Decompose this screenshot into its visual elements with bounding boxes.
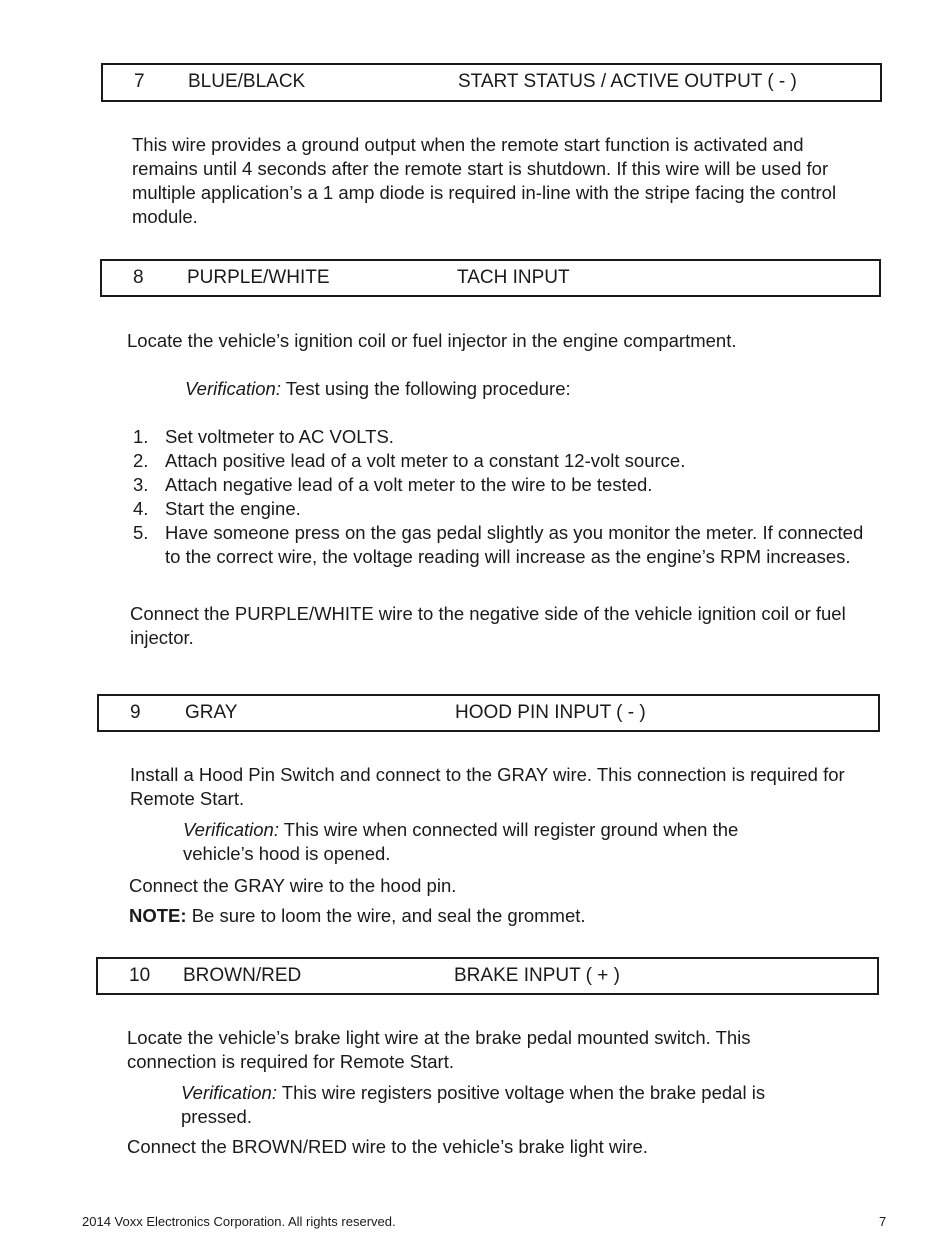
note-text: Be sure to loom the wire, and seal the grommet. [186,905,586,926]
section-8-connect: Connect the PURPLE/WHITE wire to the negative side of the vehicle ignition coil or fuel injector. [130,603,846,648]
wire-header-8 [100,259,881,297]
verification-text: This wire registers positive voltage when the brake pedal is pressed. [181,1082,766,1127]
step-number: 5. [133,522,149,543]
section-10-verification [181,1081,841,1129]
verification-text: Test using the following procedure: [280,378,571,399]
section-10-locate: Locate the vehicle’s brake light wire at the brake pedal mounted switch. This connection is required for Remote Start. [127,1027,751,1072]
wire-number: 10 [129,965,151,986]
verification-label: Verification: [181,1082,277,1103]
section-9-install: Install a Hood Pin Switch and connect to the GRAY wire. This connection is required for Remote Start. [130,764,845,809]
step-number: 3. [133,474,149,495]
list-item [133,473,873,497]
section-9-note [129,904,869,928]
verification-text: This wire when connected will register ground when the vehicle’s hood is opened. [183,819,739,864]
wire-function: START STATUS / ACTIVE OUTPUT ( - ) [458,71,797,92]
list-item [133,425,873,449]
wire-color: BLUE/BLACK [188,71,306,92]
wire-color: GRAY [185,702,238,723]
section-10-connect: Connect the BROWN/RED wire to the vehicle’s brake light wire. [127,1136,648,1157]
wire-function: BRAKE INPUT ( + ) [454,965,620,986]
step-number: 1. [133,426,149,447]
list-item [133,449,873,473]
list-item [133,521,873,569]
test-procedure-list [133,425,873,569]
footer-copyright: 2014 Voxx Electronics Corporation. All rights reserved. [82,1214,396,1229]
wire-color: PURPLE/WHITE [187,267,330,288]
wire-header-7 [101,63,882,102]
verification-label: Verification: [185,378,281,399]
page-number: 7 [879,1214,887,1229]
section-9-connect: Connect the GRAY wire to the hood pin. [129,875,457,896]
wire-number: 8 [133,267,144,288]
step-text: Attach negative lead of a volt meter to the wire to be tested. [165,474,653,495]
wire-number: 9 [130,702,141,723]
step-number: 4. [133,498,149,519]
wire-function: HOOD PIN INPUT ( - ) [455,702,646,723]
note-label: NOTE: [129,905,187,926]
wire-color: BROWN/RED [183,965,302,986]
list-item [133,497,873,521]
wire-number: 7 [134,71,145,92]
section-8-verification [185,377,865,401]
wire-header-9 [97,694,880,732]
step-text: Start the engine. [165,498,301,519]
section-8-locate: Locate the vehicle’s ignition coil or fuel injector in the engine compartment. [127,330,737,351]
step-text: Set voltmeter to AC VOLTS. [165,426,394,447]
verification-label: Verification: [183,819,279,840]
section-9-verification [183,818,803,866]
step-text: Attach positive lead of a volt meter to a constant 12-volt source. [165,450,686,471]
step-text: Have someone press on the gas pedal slightly as you monitor the meter. If connected to the correct wire, the voltage reading will increase as the engine’s RPM increases. [165,522,864,567]
section-7-description: This wire provides a ground output when the remote start function is activated and remains until 4 seconds after the remote start is shutdown. If this wire will be used for multiple application’s a 1 amp diode is required in-line with the stripe facing the control module. [132,134,837,227]
step-number: 2. [133,450,149,471]
wire-function: TACH INPUT [457,267,570,288]
wire-header-10 [96,957,879,995]
